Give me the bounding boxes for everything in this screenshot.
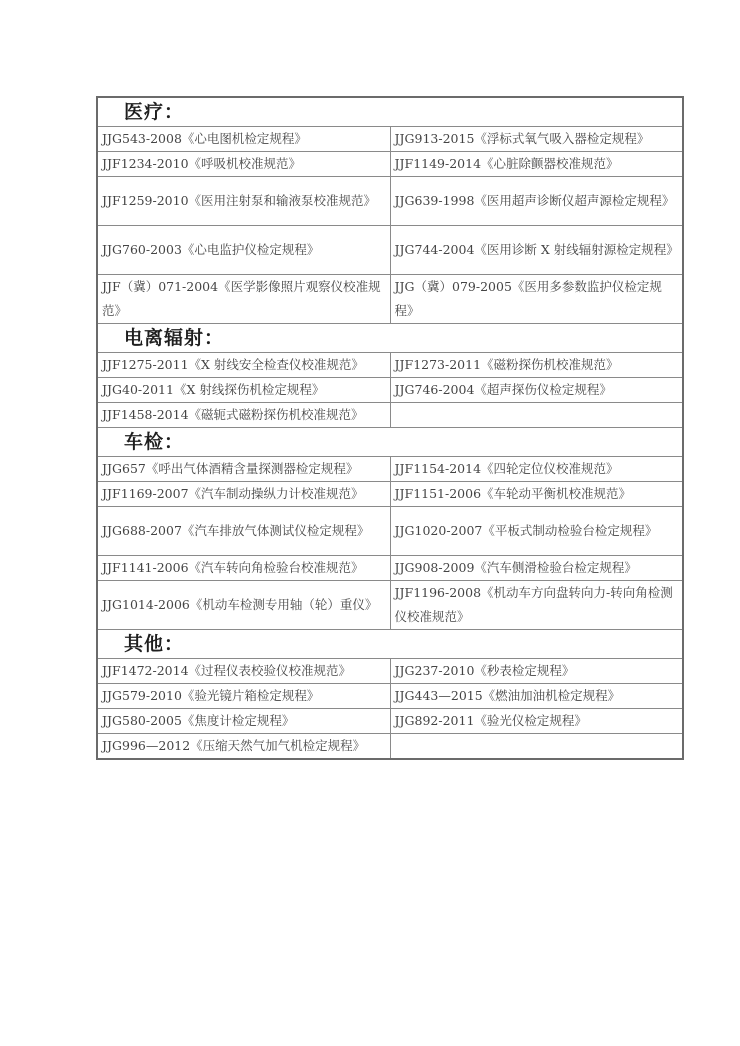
section-heading: 电离辐射： — [98, 324, 682, 353]
table-cell: JJG760-2003《心电监护仪检定规程》 — [98, 226, 390, 275]
table-cell: JJF1273-2011《磁粉探伤机校准规范》 — [390, 353, 682, 378]
section-heading: 车检： — [98, 428, 682, 457]
table-row — [98, 353, 682, 378]
table-cell: JJG（冀）079-2005《医用多参数监护仪检定规程》 — [390, 275, 682, 324]
section-heading: 其他： — [98, 630, 682, 659]
table-cell-empty — [390, 734, 682, 759]
table-row — [98, 275, 682, 324]
table-cell: JJF（冀）071-2004《医学影像照片观察仪校准规范》 — [98, 275, 390, 324]
table-cell: JJG688-2007《汽车排放气体测试仪检定规程》 — [98, 507, 390, 556]
table-cell: JJG639-1998《医用超声诊断仪超声源检定规程》 — [390, 177, 682, 226]
table-row — [98, 581, 682, 630]
table-row — [98, 457, 682, 482]
table-cell-empty — [390, 403, 682, 428]
table-cell: JJG443—2015《燃油加油机检定规程》 — [390, 684, 682, 709]
table-row — [98, 556, 682, 581]
table-row — [98, 403, 682, 428]
table-cell: JJF1154-2014《四轮定位仪校准规范》 — [390, 457, 682, 482]
table-cell: JJF1149-2014《心脏除颤器校准规范》 — [390, 152, 682, 177]
section-other — [98, 630, 682, 758]
table-cell: JJG1014-2006《机动车检测专用轴（轮）重仪》 — [98, 581, 390, 630]
table-cell: JJF1141-2006《汽车转向角检验台校准规范》 — [98, 556, 390, 581]
table-cell: JJF1196-2008《机动车方向盘转向力-转向角检测仪校准规范》 — [390, 581, 682, 630]
table-cell: JJG657《呼出气体酒精含量探测器检定规程》 — [98, 457, 390, 482]
section-medical — [98, 98, 682, 324]
table-cell: JJG1020-2007《平板式制动检验台检定规程》 — [390, 507, 682, 556]
table-cell: JJG892-2011《验光仪检定规程》 — [390, 709, 682, 734]
table-row — [98, 482, 682, 507]
table-row — [98, 152, 682, 177]
table-cell: JJG237-2010《秒表检定规程》 — [390, 659, 682, 684]
table-row — [98, 659, 682, 684]
table-cell: JJG913-2015《浮标式氧气吸入器检定规程》 — [390, 127, 682, 152]
table-cell: JJG543-2008《心电图机检定规程》 — [98, 127, 390, 152]
section-heading: 医疗： — [98, 98, 682, 127]
table-row — [98, 507, 682, 556]
table-cell: JJF1275-2011《X 射线安全检查仪校准规范》 — [98, 353, 390, 378]
table-cell: JJG744-2004《医用诊断 X 射线辐射源检定规程》 — [390, 226, 682, 275]
table-cell: JJF1259-2010《医用注射泵和输液泵校准规范》 — [98, 177, 390, 226]
table-cell: JJF1458-2014《磁轭式磁粉探伤机校准规范》 — [98, 403, 390, 428]
table-row — [98, 378, 682, 403]
standards-table — [96, 96, 684, 760]
table-cell: JJG40-2011《X 射线探伤机检定规程》 — [98, 378, 390, 403]
section-ionizing-radiation — [98, 324, 682, 428]
table-cell: JJF1151-2006《车轮动平衡机校准规范》 — [390, 482, 682, 507]
table-row — [98, 127, 682, 152]
table-cell: JJF1472-2014《过程仪表校验仪校准规范》 — [98, 659, 390, 684]
table-cell: JJF1234-2010《呼吸机校准规范》 — [98, 152, 390, 177]
table-cell: JJF1169-2007《汽车制动操纵力计校准规范》 — [98, 482, 390, 507]
table-cell: JJG908-2009《汽车侧滑检验台检定规程》 — [390, 556, 682, 581]
table-row — [98, 226, 682, 275]
table-row — [98, 734, 682, 759]
table-cell: JJG580-2005《焦度计检定规程》 — [98, 709, 390, 734]
table-cell: JJG746-2004《超声探伤仪检定规程》 — [390, 378, 682, 403]
table-row — [98, 709, 682, 734]
table-row — [98, 684, 682, 709]
table-cell: JJG996—2012《压缩天然气加气机检定规程》 — [98, 734, 390, 759]
section-vehicle-inspection — [98, 428, 682, 630]
table-cell: JJG579-2010《验光镜片箱检定规程》 — [98, 684, 390, 709]
table-row — [98, 177, 682, 226]
